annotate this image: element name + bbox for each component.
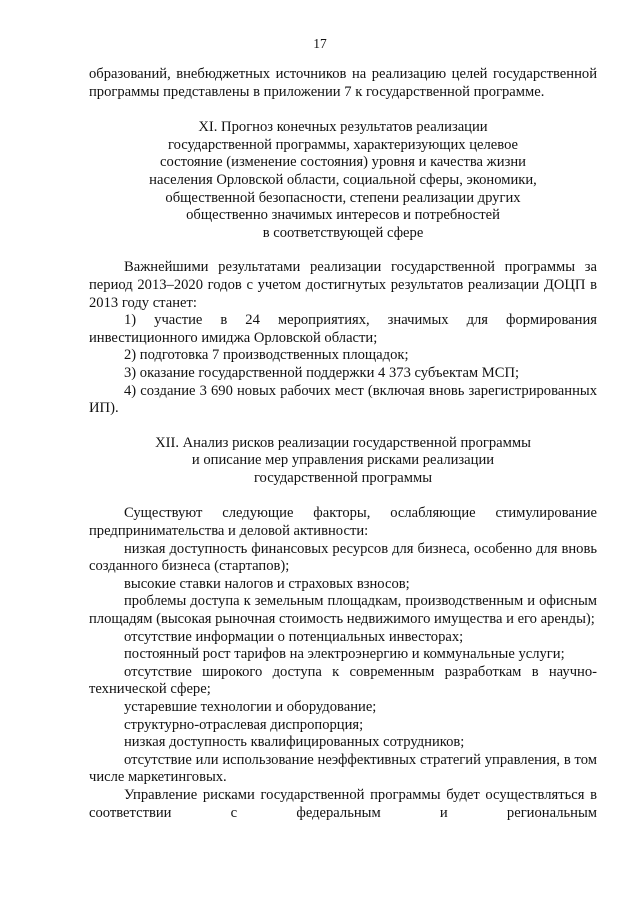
heading-line: XI. Прогноз конечных результатов реализации — [198, 119, 488, 136]
heading-line: общественно значимых интересов и потребностей — [186, 207, 500, 224]
list-item: постоянный рост тарифов на электроэнергию и коммунальные услуги; — [124, 646, 565, 663]
heading-line: населения Орловской области, социальной сферы, экономики, — [149, 171, 537, 188]
paragraph: Управление рисками государственной программы будет осуществляться в соответствии с федеральным и региональным — [89, 786, 597, 821]
list-item: устаревшие технологии и оборудование; — [124, 699, 377, 715]
list-item: высокие ставки налогов и страховых взносов; — [124, 575, 410, 592]
paragraph: Существуют следующие факторы, ослабляющие стимулирование предпринимательства и деловой активности: — [89, 505, 597, 540]
list-item: отсутствие информации о потенциальных инвесторах; — [124, 628, 464, 645]
list-item: 3) оказание государственной поддержки 4 373 субъектам МСП; — [124, 364, 520, 381]
heading-line: и описание мер управления рисками реализации — [191, 452, 495, 469]
heading-line: общественной безопасности, степени реализации других — [165, 189, 521, 206]
section-11-heading — [89, 119, 597, 242]
paragraph: Важнейшими результатами реализации государственной программы за период 2013–2020 годов с учетом достигнутых результатов реализации ДОЦП в 2013 году станет: — [89, 259, 597, 311]
list-item: проблемы доступа к земельным площадкам, производственным и офисным площадям (высокая рыночная стоимость недвижимого имущества и его аренды); — [89, 593, 597, 628]
intro-line-2: программы представлены в приложении 7 к государственной программе. — [89, 83, 545, 100]
heading-line: в соответствующей сфере — [262, 224, 424, 241]
heading-line: состояние (изменение состояния) уровня и качества жизни — [160, 154, 526, 171]
list-item: отсутствие широкого доступа к современным разработкам в научно-технической сфере; — [89, 663, 597, 698]
list-item: отсутствие или использование неэффективных стратегий управления, в том числе маркетинговых. — [89, 751, 597, 786]
section-12-heading — [89, 435, 597, 488]
heading-line: XII. Анализ рисков реализации государственной программы — [155, 434, 531, 451]
heading-line: государственной программы, характеризующих целевое — [167, 136, 519, 153]
heading-line: государственной программы — [253, 469, 433, 486]
document-body — [89, 66, 597, 822]
list-item: низкая доступность финансовых ресурсов для бизнеса, особенно для вновь созданного бизнеса (стартапов); — [89, 540, 597, 575]
list-item: 1) участие в 24 мероприятиях, значимых для формирования инвестиционного имиджа Орловской области; — [89, 312, 597, 346]
list-item: 4) создание 3 690 новых рабочих мест (включая вновь зарегистрированных ИП). — [89, 382, 597, 417]
intro-line-1: образований, внебюджетных источников на реализацию целей государственной — [89, 66, 597, 82]
page-number: 17 — [313, 36, 327, 51]
list-item: 2) подготовка 7 производственных площадок; — [124, 347, 409, 364]
list-item: структурно-отраслевая диспропорция; — [124, 716, 364, 733]
list-item: низкая доступность квалифицированных сотрудников; — [124, 734, 465, 751]
